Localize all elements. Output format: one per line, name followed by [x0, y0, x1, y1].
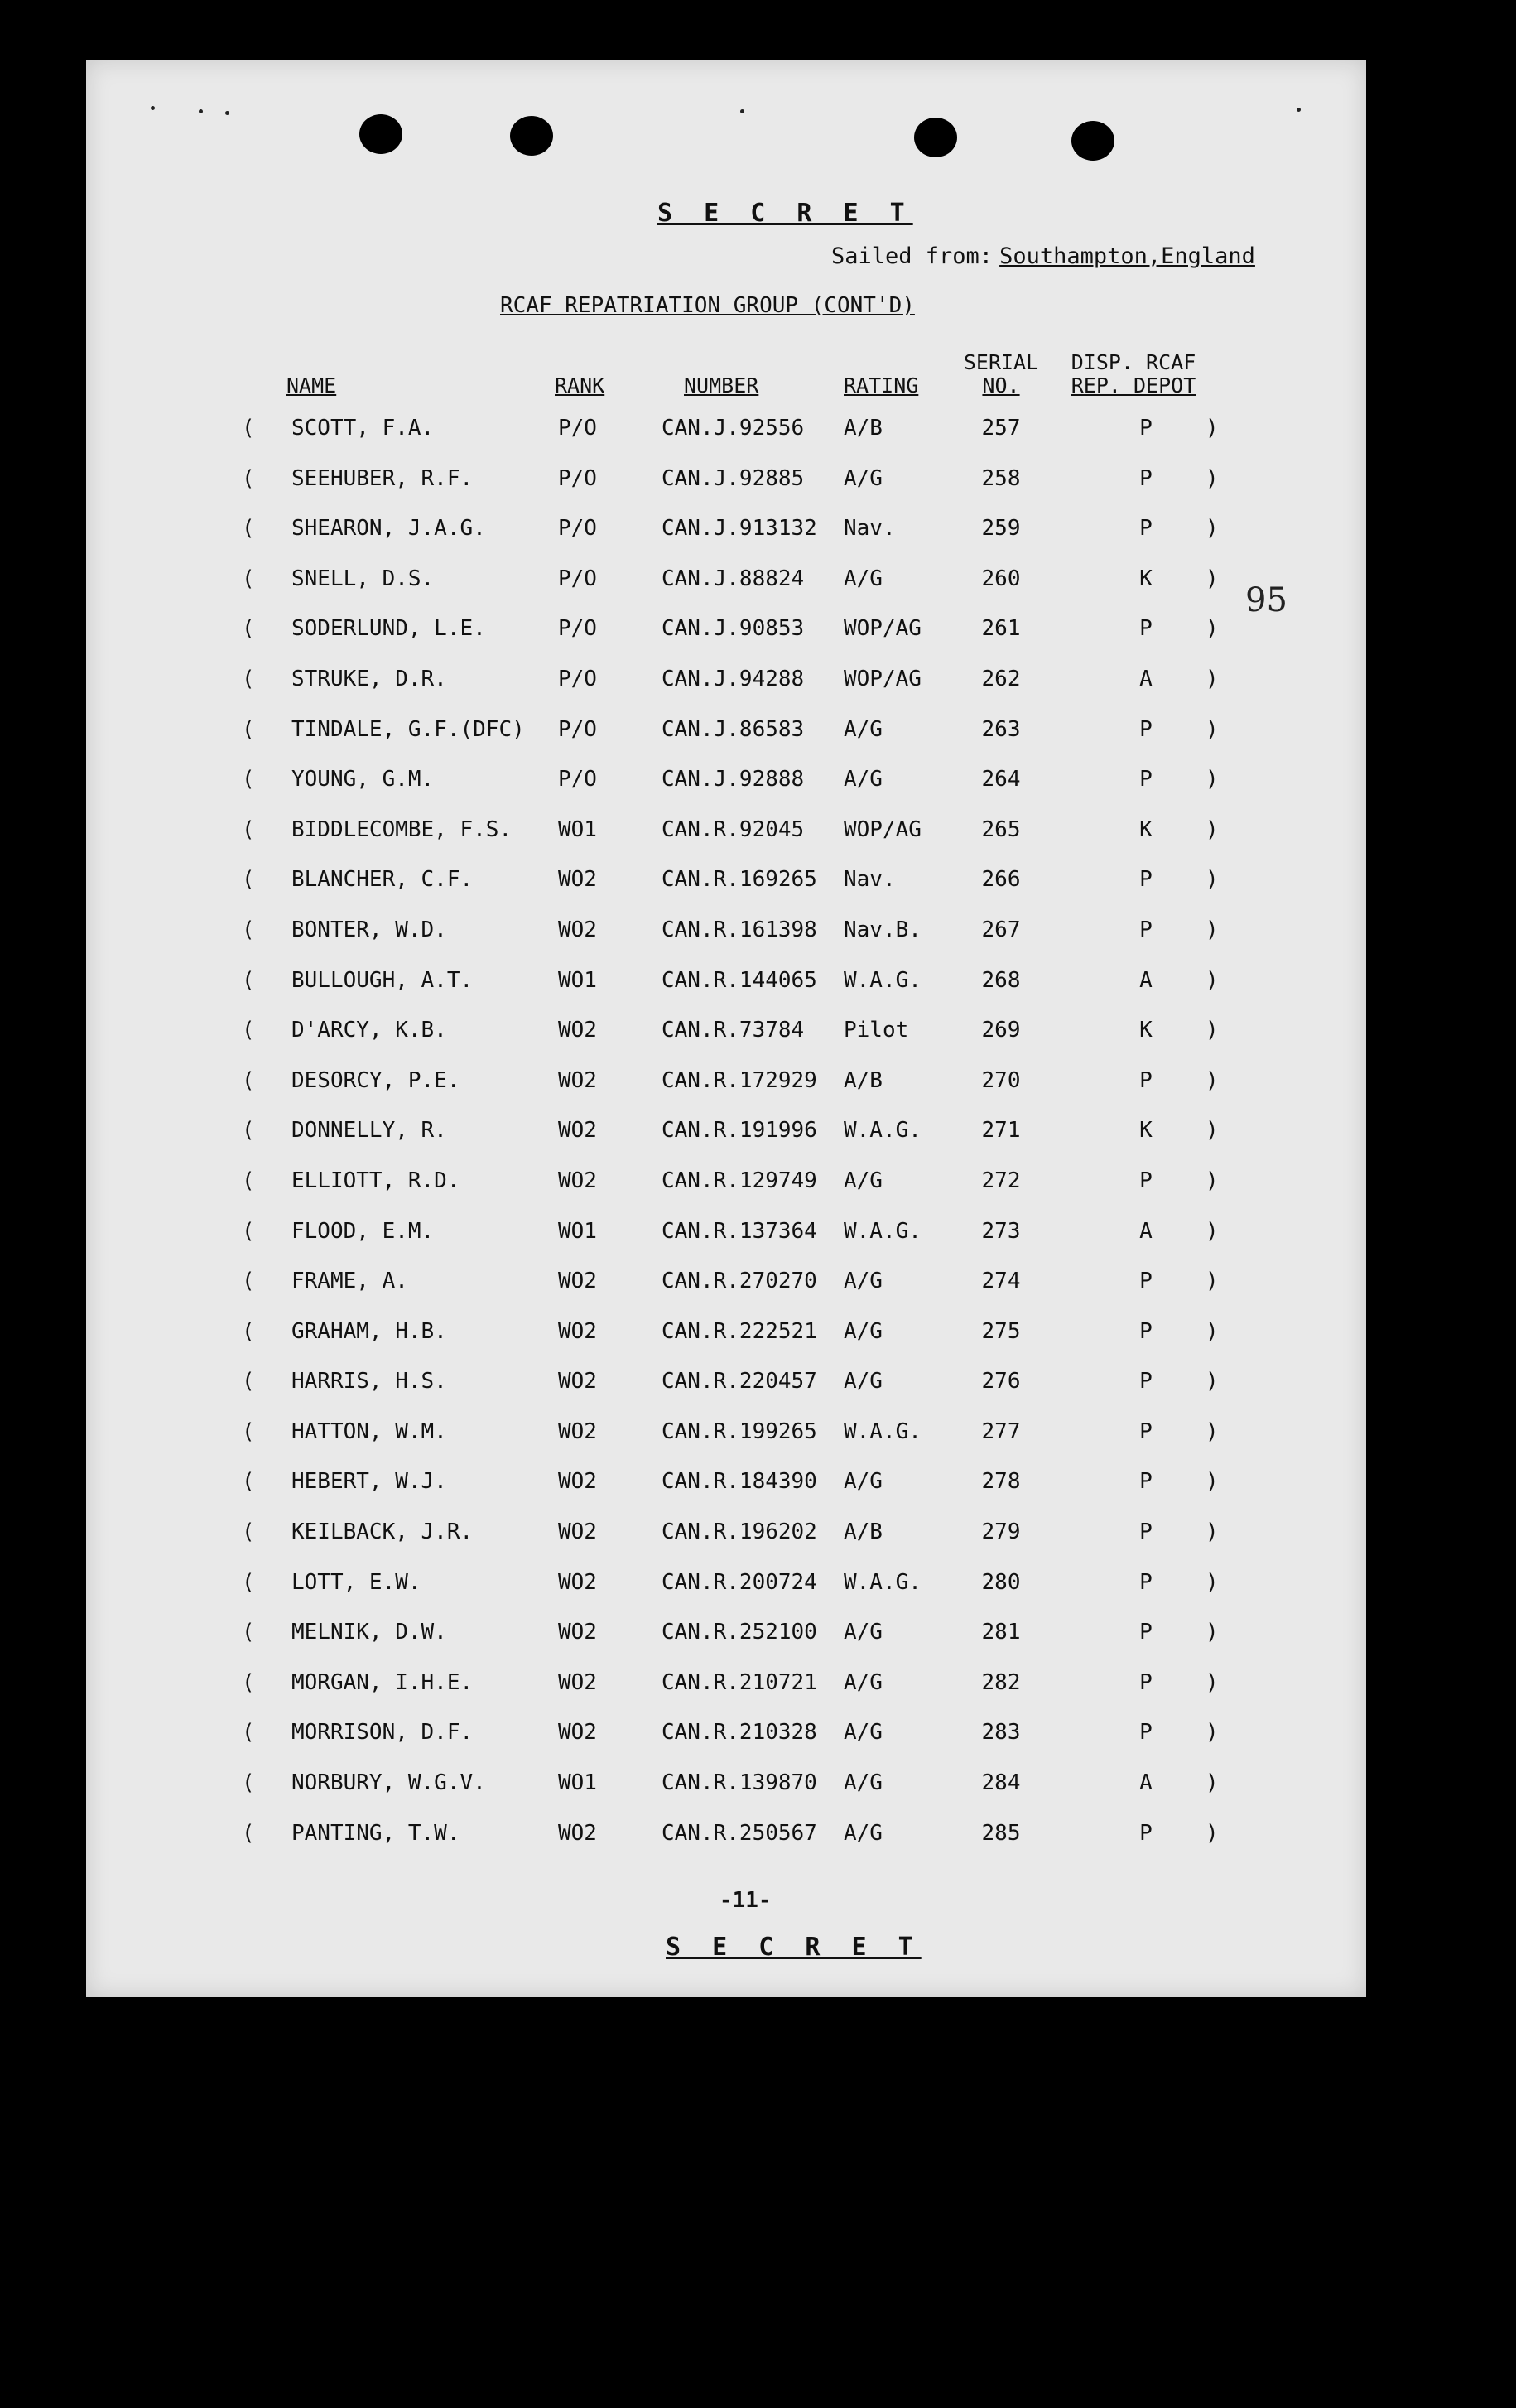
row-serial: 269: [981, 1018, 1021, 1043]
row-serial: 271: [981, 1118, 1021, 1144]
table-row: [86, 516, 1366, 566]
row-serial: 282: [981, 1669, 1021, 1695]
row-open-paren: (: [242, 1620, 255, 1645]
row-disp: P: [1139, 1620, 1153, 1645]
row-close-paren: ): [1206, 516, 1219, 542]
row-close-paren: ): [1206, 967, 1219, 993]
row-rating: W.A.G.: [844, 1418, 922, 1444]
row-number: CAN.R.196202: [662, 1519, 817, 1545]
column-header-serial: [947, 351, 1055, 397]
row-number: CAN.R.220457: [662, 1369, 817, 1394]
row-serial: 257: [981, 416, 1021, 441]
row-close-paren: ): [1206, 1369, 1219, 1394]
row-serial: 281: [981, 1620, 1021, 1645]
row-close-paren: ): [1206, 816, 1219, 842]
row-disp: P: [1139, 616, 1153, 642]
row-close-paren: ): [1206, 1218, 1219, 1244]
row-disp: A: [1139, 666, 1153, 691]
row-open-paren: (: [242, 1469, 255, 1495]
margin-page-number: 95: [1245, 581, 1287, 619]
row-number: CAN.J.90853: [662, 616, 805, 642]
speck: [740, 109, 744, 113]
sailed-from-label: Sailed from:: [831, 243, 994, 269]
row-serial: 262: [981, 666, 1021, 691]
row-rating: A/G: [844, 1469, 883, 1495]
row-number: CAN.R.210328: [662, 1720, 817, 1746]
row-rank: P/O: [558, 616, 597, 642]
row-number: CAN.R.191996: [662, 1118, 817, 1144]
row-close-paren: ): [1206, 867, 1219, 893]
row-open-paren: (: [242, 1820, 255, 1846]
table-row: [86, 817, 1366, 868]
sailed-from: [831, 243, 1255, 269]
column-header-disp-line1: DISP. RCAF: [1071, 350, 1196, 374]
table-row: [86, 1369, 1366, 1419]
row-name: BULLOUGH, A.T.: [291, 967, 474, 993]
row-rank: WO2: [558, 867, 597, 893]
table-row: [86, 917, 1366, 968]
column-header-disp-line2: REP. DEPOT: [1071, 373, 1196, 397]
row-number: CAN.R.250567: [662, 1820, 817, 1846]
row-serial: 264: [981, 767, 1021, 792]
row-number: CAN.R.200724: [662, 1569, 817, 1595]
row-rating: A/G: [844, 1269, 883, 1294]
row-name: HATTON, W.M.: [291, 1418, 447, 1444]
row-open-paren: (: [242, 1067, 255, 1093]
column-header-serial-line1: SERIAL: [963, 350, 1039, 374]
row-name: FRAME, A.: [291, 1269, 408, 1294]
row-close-paren: ): [1206, 1569, 1219, 1595]
row-number: CAN.R.184390: [662, 1469, 817, 1495]
row-disp: P: [1139, 917, 1153, 942]
row-open-paren: (: [242, 917, 255, 942]
row-rating: A/B: [844, 416, 883, 441]
punch-hole: [510, 116, 553, 156]
row-number: CAN.J.92885: [662, 465, 805, 491]
row-open-paren: (: [242, 1218, 255, 1244]
row-name: SHEARON, J.A.G.: [291, 516, 486, 542]
row-disp: K: [1139, 1118, 1153, 1144]
row-close-paren: ): [1206, 1519, 1219, 1545]
row-rank: WO2: [558, 1569, 597, 1595]
row-open-paren: (: [242, 1118, 255, 1144]
row-name: MORRISON, D.F.: [291, 1720, 474, 1746]
table-row: [86, 1570, 1366, 1621]
row-serial: 266: [981, 867, 1021, 893]
row-serial: 274: [981, 1269, 1021, 1294]
row-name: SNELL, D.S.: [291, 566, 435, 591]
row-serial: 268: [981, 967, 1021, 993]
table-row: [86, 667, 1366, 717]
row-rating: A/B: [844, 1519, 883, 1545]
row-serial: 284: [981, 1770, 1021, 1796]
row-open-paren: (: [242, 1269, 255, 1294]
table-row: [86, 1068, 1366, 1119]
row-name: TINDALE, G.F.(DFC): [291, 716, 525, 742]
row-close-paren: ): [1206, 1318, 1219, 1344]
row-rating: W.A.G.: [844, 1569, 922, 1595]
table-row: [86, 767, 1366, 817]
table-row: [86, 416, 1366, 466]
row-rank: WO2: [558, 1269, 597, 1294]
table-row: [86, 1168, 1366, 1219]
row-close-paren: ): [1206, 1820, 1219, 1846]
row-rating: A/G: [844, 1168, 883, 1193]
row-rating: WOP/AG: [844, 666, 922, 691]
row-disp: P: [1139, 1067, 1153, 1093]
row-close-paren: ): [1206, 1067, 1219, 1093]
row-rating: A/B: [844, 1067, 883, 1093]
table-row: [86, 1219, 1366, 1269]
row-open-paren: (: [242, 416, 255, 441]
row-close-paren: ): [1206, 1269, 1219, 1294]
table-row: [86, 1670, 1366, 1721]
row-close-paren: ): [1206, 716, 1219, 742]
row-serial: 279: [981, 1519, 1021, 1545]
row-rank: P/O: [558, 516, 597, 542]
row-serial: 261: [981, 616, 1021, 642]
table-row: [86, 717, 1366, 768]
row-close-paren: ): [1206, 1469, 1219, 1495]
row-disp: K: [1139, 816, 1153, 842]
row-rank: P/O: [558, 767, 597, 792]
row-number: CAN.J.94288: [662, 666, 805, 691]
row-serial: 263: [981, 716, 1021, 742]
row-rating: A/G: [844, 1369, 883, 1394]
row-number: CAN.R.139870: [662, 1770, 817, 1796]
row-rank: P/O: [558, 416, 597, 441]
row-name: DESORCY, P.E.: [291, 1067, 460, 1093]
row-open-paren: (: [242, 1519, 255, 1545]
row-rank: P/O: [558, 716, 597, 742]
row-open-paren: (: [242, 1569, 255, 1595]
row-number: CAN.R.252100: [662, 1620, 817, 1645]
row-rank: WO1: [558, 967, 597, 993]
row-number: CAN.R.270270: [662, 1269, 817, 1294]
row-rating: Nav.: [844, 867, 896, 893]
row-close-paren: ): [1206, 767, 1219, 792]
row-rating: Nav.: [844, 516, 896, 542]
row-number: CAN.R.161398: [662, 917, 817, 942]
sailed-from-place: Southampton,England: [999, 243, 1255, 269]
table-row: [86, 1419, 1366, 1470]
row-rating: W.A.G.: [844, 1118, 922, 1144]
row-close-paren: ): [1206, 1118, 1219, 1144]
row-disp: P: [1139, 1269, 1153, 1294]
document-page: [86, 60, 1366, 1997]
table-row: [86, 616, 1366, 667]
row-number: CAN.J.92888: [662, 767, 805, 792]
table-row: [86, 1118, 1366, 1168]
row-disp: P: [1139, 1318, 1153, 1344]
row-serial: 278: [981, 1469, 1021, 1495]
table-row: [86, 1269, 1366, 1319]
row-number: CAN.R.73784: [662, 1018, 805, 1043]
row-number: CAN.R.169265: [662, 867, 817, 893]
group-title: RCAF REPATRIATION GROUP (CONT'D): [500, 293, 915, 318]
row-rating: A/G: [844, 1770, 883, 1796]
row-name: HARRIS, H.S.: [291, 1369, 447, 1394]
row-number: CAN.J.913132: [662, 516, 817, 542]
row-name: MELNIK, D.W.: [291, 1620, 447, 1645]
row-name: FLOOD, E.M.: [291, 1218, 435, 1244]
row-rank: WO1: [558, 1218, 597, 1244]
row-rank: WO2: [558, 1620, 597, 1645]
row-open-paren: (: [242, 1770, 255, 1796]
row-close-paren: ): [1206, 616, 1219, 642]
table-row: [86, 1770, 1366, 1821]
row-rank: WO1: [558, 1770, 597, 1796]
row-close-paren: ): [1206, 465, 1219, 491]
row-open-paren: (: [242, 516, 255, 542]
row-serial: 260: [981, 566, 1021, 591]
row-rank: WO2: [558, 1418, 597, 1444]
punch-hole: [1071, 121, 1114, 161]
punch-hole: [359, 114, 402, 154]
table-row: [86, 1519, 1366, 1570]
row-name: D'ARCY, K.B.: [291, 1018, 447, 1043]
row-serial: 270: [981, 1067, 1021, 1093]
row-close-paren: ): [1206, 1018, 1219, 1043]
column-header-disp: [1055, 351, 1212, 397]
row-name: STRUKE, D.R.: [291, 666, 447, 691]
classification-footer: S E C R E T: [666, 1933, 922, 1962]
row-open-paren: (: [242, 1369, 255, 1394]
table-row: [86, 1821, 1366, 1871]
row-rank: WO2: [558, 1519, 597, 1545]
row-open-paren: (: [242, 1318, 255, 1344]
row-disp: P: [1139, 1669, 1153, 1695]
row-name: BLANCHER, C.F.: [291, 867, 474, 893]
row-disp: P: [1139, 867, 1153, 893]
row-serial: 272: [981, 1168, 1021, 1193]
row-number: CAN.R.210721: [662, 1669, 817, 1695]
row-open-paren: (: [242, 616, 255, 642]
row-disp: A: [1139, 1770, 1153, 1796]
speck: [225, 111, 229, 115]
row-rating: A/G: [844, 465, 883, 491]
row-disp: P: [1139, 1820, 1153, 1846]
row-rating: Nav.B.: [844, 917, 922, 942]
row-open-paren: (: [242, 566, 255, 591]
row-serial: 280: [981, 1569, 1021, 1595]
row-disp: P: [1139, 1469, 1153, 1495]
row-serial: 276: [981, 1369, 1021, 1394]
row-number: CAN.R.199265: [662, 1418, 817, 1444]
row-name: DONNELLY, R.: [291, 1118, 447, 1144]
column-header-serial-line2: NO.: [982, 373, 1020, 397]
row-number: CAN.R.172929: [662, 1067, 817, 1093]
row-disp: P: [1139, 1569, 1153, 1595]
row-rating: A/G: [844, 1318, 883, 1344]
row-close-paren: ): [1206, 1770, 1219, 1796]
classification-header: S E C R E T: [657, 199, 913, 228]
row-serial: 275: [981, 1318, 1021, 1344]
row-close-paren: ): [1206, 1418, 1219, 1444]
row-close-paren: ): [1206, 666, 1219, 691]
row-rank: WO2: [558, 1118, 597, 1144]
row-disp: A: [1139, 1218, 1153, 1244]
row-close-paren: ): [1206, 1720, 1219, 1746]
row-serial: 273: [981, 1218, 1021, 1244]
row-close-paren: ): [1206, 1168, 1219, 1193]
row-number: CAN.R.144065: [662, 967, 817, 993]
row-rating: W.A.G.: [844, 967, 922, 993]
row-open-paren: (: [242, 867, 255, 893]
row-open-paren: (: [242, 716, 255, 742]
row-rank: WO2: [558, 1168, 597, 1193]
row-disp: P: [1139, 1418, 1153, 1444]
row-name: GRAHAM, H.B.: [291, 1318, 447, 1344]
row-serial: 283: [981, 1720, 1021, 1746]
row-rank: P/O: [558, 465, 597, 491]
table-row: [86, 867, 1366, 917]
column-header-rank: RANK: [555, 373, 605, 397]
row-open-paren: (: [242, 465, 255, 491]
table-row: [86, 968, 1366, 1019]
row-rating: WOP/AG: [844, 616, 922, 642]
row-rating: A/G: [844, 1669, 883, 1695]
column-header-name: NAME: [286, 373, 337, 397]
row-rank: P/O: [558, 666, 597, 691]
row-open-paren: (: [242, 767, 255, 792]
row-name: KEILBACK, J.R.: [291, 1519, 474, 1545]
row-open-paren: (: [242, 1418, 255, 1444]
row-rank: WO2: [558, 917, 597, 942]
row-close-paren: ): [1206, 1620, 1219, 1645]
row-rank: WO2: [558, 1318, 597, 1344]
row-rank: WO2: [558, 1469, 597, 1495]
row-rank: WO2: [558, 1720, 597, 1746]
row-rating: A/G: [844, 1720, 883, 1746]
row-name: LOTT, E.W.: [291, 1569, 421, 1595]
row-rank: WO2: [558, 1669, 597, 1695]
row-close-paren: ): [1206, 1669, 1219, 1695]
row-number: CAN.R.222521: [662, 1318, 817, 1344]
row-rank: P/O: [558, 566, 597, 591]
row-rank: WO2: [558, 1067, 597, 1093]
row-disp: P: [1139, 716, 1153, 742]
table-row: [86, 1319, 1366, 1370]
row-open-paren: (: [242, 1018, 255, 1043]
row-serial: 258: [981, 465, 1021, 491]
punch-hole: [914, 118, 957, 157]
row-disp: P: [1139, 1720, 1153, 1746]
row-serial: 267: [981, 917, 1021, 942]
row-rank: WO2: [558, 1018, 597, 1043]
speck: [151, 106, 155, 110]
page-number: -11-: [719, 1888, 772, 1913]
table-row: [86, 466, 1366, 517]
row-rank: WO2: [558, 1820, 597, 1846]
speck: [1297, 108, 1301, 112]
row-disp: A: [1139, 967, 1153, 993]
row-rank: WO1: [558, 816, 597, 842]
row-name: NORBURY, W.G.V.: [291, 1770, 486, 1796]
row-close-paren: ): [1206, 917, 1219, 942]
row-open-paren: (: [242, 1669, 255, 1695]
row-rank: WO2: [558, 1369, 597, 1394]
row-number: CAN.R.129749: [662, 1168, 817, 1193]
row-disp: P: [1139, 1168, 1153, 1193]
row-name: SODERLUND, L.E.: [291, 616, 486, 642]
row-name: BIDDLECOMBE, F.S.: [291, 816, 513, 842]
table-row: [86, 1620, 1366, 1670]
row-serial: 265: [981, 816, 1021, 842]
table-row: [86, 566, 1366, 617]
row-rating: A/G: [844, 767, 883, 792]
row-number: CAN.R.137364: [662, 1218, 817, 1244]
row-rating: Pilot: [844, 1018, 909, 1043]
row-serial: 259: [981, 516, 1021, 542]
row-disp: P: [1139, 465, 1153, 491]
row-disp: K: [1139, 1018, 1153, 1043]
row-rating: A/G: [844, 1820, 883, 1846]
row-name: BONTER, W.D.: [291, 917, 447, 942]
personnel-list: [86, 416, 1366, 1871]
row-name: HEBERT, W.J.: [291, 1469, 447, 1495]
row-rating: W.A.G.: [844, 1218, 922, 1244]
column-header-rating: RATING: [844, 373, 919, 397]
row-name: ELLIOTT, R.D.: [291, 1168, 460, 1193]
row-number: CAN.J.92556: [662, 416, 805, 441]
row-open-paren: (: [242, 1168, 255, 1193]
row-open-paren: (: [242, 816, 255, 842]
row-disp: K: [1139, 566, 1153, 591]
speck: [199, 109, 203, 113]
table-row: [86, 1018, 1366, 1068]
row-open-paren: (: [242, 1720, 255, 1746]
row-rating: A/G: [844, 716, 883, 742]
table-row: [86, 1720, 1366, 1770]
row-name: MORGAN, I.H.E.: [291, 1669, 474, 1695]
row-disp: P: [1139, 767, 1153, 792]
row-disp: P: [1139, 1369, 1153, 1394]
row-rating: WOP/AG: [844, 816, 922, 842]
row-disp: P: [1139, 416, 1153, 441]
row-open-paren: (: [242, 666, 255, 691]
row-number: CAN.J.88824: [662, 566, 805, 591]
row-serial: 277: [981, 1418, 1021, 1444]
row-name: YOUNG, G.M.: [291, 767, 435, 792]
row-name: SEEHUBER, R.F.: [291, 465, 474, 491]
row-close-paren: ): [1206, 416, 1219, 441]
row-number: CAN.R.92045: [662, 816, 805, 842]
row-disp: P: [1139, 1519, 1153, 1545]
row-disp: P: [1139, 516, 1153, 542]
row-close-paren: ): [1206, 566, 1219, 591]
row-name: PANTING, T.W.: [291, 1820, 460, 1846]
row-name: SCOTT, F.A.: [291, 416, 435, 441]
column-header-number: NUMBER: [684, 373, 759, 397]
row-rating: A/G: [844, 566, 883, 591]
row-number: CAN.J.86583: [662, 716, 805, 742]
row-rating: A/G: [844, 1620, 883, 1645]
row-open-paren: (: [242, 967, 255, 993]
table-row: [86, 1469, 1366, 1519]
row-serial: 285: [981, 1820, 1021, 1846]
